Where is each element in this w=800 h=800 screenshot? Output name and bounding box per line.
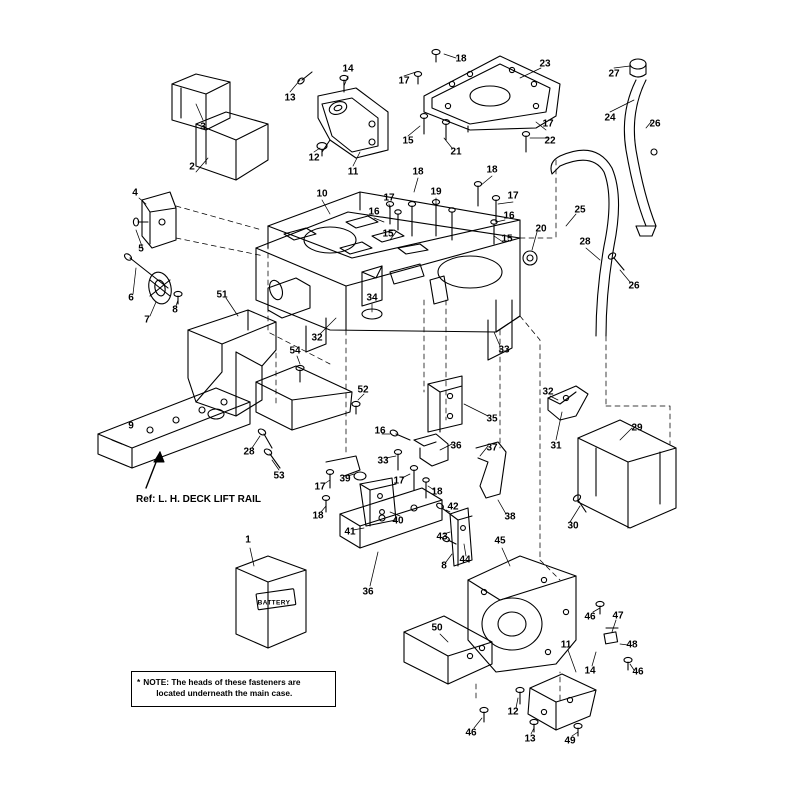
callout-46c: 46 bbox=[465, 727, 477, 739]
part-29-panel bbox=[578, 420, 676, 528]
callout-40: 40 bbox=[392, 515, 404, 527]
callout-52: 52 bbox=[357, 384, 369, 396]
callout-17: 17 bbox=[398, 75, 410, 87]
callout-24: 24 bbox=[604, 112, 616, 124]
callout-21: 21 bbox=[450, 146, 462, 158]
callout-19: 19 bbox=[430, 186, 442, 198]
battery-text: BATTERY bbox=[257, 599, 291, 607]
fasteners-16-17-19-15 bbox=[386, 182, 499, 244]
fastener-12-13-lower bbox=[516, 687, 582, 736]
callout-32: 32 bbox=[311, 332, 323, 344]
part-50-rail bbox=[404, 616, 492, 684]
part-51-seat-pan bbox=[188, 310, 276, 416]
fastener-17-top bbox=[414, 72, 421, 84]
callout-15c: 15 bbox=[501, 233, 513, 245]
callout-4: 4 bbox=[132, 187, 138, 199]
fastener-18-top bbox=[432, 49, 440, 62]
callout-27: 27 bbox=[608, 68, 620, 80]
callout-53: 53 bbox=[273, 470, 285, 482]
callout-35: 35 bbox=[486, 413, 498, 425]
part-7-pulley bbox=[146, 270, 174, 306]
fastener-52 bbox=[352, 401, 360, 414]
callout-43: 43 bbox=[436, 531, 448, 543]
callout-16b: 16 bbox=[503, 210, 515, 222]
callout-11: 11 bbox=[347, 166, 359, 178]
callout-29: 29 bbox=[631, 422, 643, 434]
callout-14: 14 bbox=[342, 63, 354, 75]
callout-54: 54 bbox=[289, 345, 301, 357]
callout-46: 46 bbox=[584, 611, 596, 623]
note-box bbox=[131, 671, 336, 707]
part-6-rod bbox=[123, 252, 168, 288]
part-8-fastener bbox=[174, 291, 182, 304]
callout-34: 34 bbox=[366, 292, 378, 304]
callout-11b: 11 bbox=[560, 639, 572, 651]
callout-13b: 13 bbox=[524, 733, 536, 745]
callout-47: 47 bbox=[612, 610, 624, 622]
callout-17f: 17 bbox=[393, 475, 405, 487]
part-27-knob bbox=[630, 59, 646, 77]
callout-1: 1 bbox=[245, 534, 251, 546]
callout-14b: 14 bbox=[584, 665, 596, 677]
part-41-rail bbox=[340, 488, 442, 548]
callout-36b: 36 bbox=[362, 586, 374, 598]
callout-25: 25 bbox=[574, 204, 586, 216]
callout-28b: 28 bbox=[243, 446, 255, 458]
part-24-26-rod bbox=[624, 80, 657, 236]
callout-8b: 8 bbox=[441, 560, 447, 572]
callout-18d: 18 bbox=[431, 486, 443, 498]
callout-17e: 17 bbox=[314, 481, 326, 493]
callout-26: 26 bbox=[649, 118, 661, 130]
part-36-u-bracket bbox=[414, 434, 448, 466]
part-11-bracket bbox=[318, 88, 388, 158]
callout-3: 3 bbox=[200, 121, 206, 133]
callout-44: 44 bbox=[459, 554, 471, 566]
callout-37: 37 bbox=[486, 442, 498, 454]
fastener-13 bbox=[297, 72, 312, 85]
callout-18e: 18 bbox=[312, 510, 324, 522]
callout-41: 41 bbox=[344, 526, 356, 538]
callout-51: 51 bbox=[216, 289, 228, 301]
callout-32b: 32 bbox=[542, 386, 554, 398]
callout-42: 42 bbox=[447, 501, 459, 513]
callout-30: 30 bbox=[567, 520, 579, 532]
fastener-28-26 bbox=[607, 252, 624, 270]
callout-13: 13 bbox=[284, 92, 296, 104]
callout-28: 28 bbox=[579, 236, 591, 248]
callout-33: 33 bbox=[498, 344, 510, 356]
callout-45: 45 bbox=[494, 535, 506, 547]
part-20-knob bbox=[523, 251, 537, 265]
callout-31: 31 bbox=[550, 440, 562, 452]
part-9-deck-lift-rail bbox=[98, 388, 250, 468]
callout-2: 2 bbox=[189, 161, 195, 173]
callout-23: 23 bbox=[539, 58, 551, 70]
callout-17c: 17 bbox=[383, 192, 395, 204]
callout-15: 15 bbox=[402, 135, 414, 147]
callout-7: 7 bbox=[144, 314, 150, 326]
callout-38: 38 bbox=[504, 511, 516, 523]
fastener-53 bbox=[263, 448, 280, 468]
part-5-fastener bbox=[133, 218, 148, 226]
callout-15b: 15 bbox=[382, 228, 394, 240]
part-31-bracket bbox=[548, 386, 588, 420]
callout-5: 5 bbox=[138, 243, 144, 255]
callout-33b: 33 bbox=[377, 455, 389, 467]
callout-17b: 17 bbox=[542, 118, 554, 130]
callout-16: 16 bbox=[368, 206, 380, 218]
callout-50: 50 bbox=[431, 622, 443, 634]
callout-39: 39 bbox=[339, 473, 351, 485]
part-45-housing bbox=[468, 556, 576, 672]
part-2-cover bbox=[196, 112, 268, 180]
part-52-lower-pan bbox=[256, 366, 352, 430]
callout-18c: 18 bbox=[486, 164, 498, 176]
fastener-28-left bbox=[257, 428, 272, 448]
callout-48: 48 bbox=[626, 639, 638, 651]
note-star: * bbox=[137, 677, 141, 687]
callout-12b: 12 bbox=[507, 706, 519, 718]
callout-36: 36 bbox=[450, 440, 462, 452]
callout-49: 49 bbox=[564, 735, 576, 747]
fastener-16-36 bbox=[389, 429, 410, 440]
note-line-1: NOTE: The heads of these fasteners are bbox=[143, 677, 301, 687]
callout-6: 6 bbox=[128, 292, 134, 304]
callout-46b: 46 bbox=[632, 666, 644, 678]
fastener-46-lower bbox=[480, 707, 488, 722]
callout-8: 8 bbox=[172, 304, 178, 316]
fastener-15-21 bbox=[420, 114, 449, 140]
callout-26b: 26 bbox=[628, 280, 640, 292]
fastener-22 bbox=[522, 132, 529, 152]
part-35-plate bbox=[428, 376, 462, 432]
callout-9: 9 bbox=[128, 420, 134, 432]
callout-10: 10 bbox=[316, 188, 328, 200]
callout-16c: 16 bbox=[374, 425, 386, 437]
part-4-bracket bbox=[142, 192, 176, 248]
deck-lift-rail-ref-label: Ref: L. H. DECK LIFT RAIL bbox=[136, 494, 261, 505]
callout-17d: 17 bbox=[507, 190, 519, 202]
part-10-main-case bbox=[256, 192, 520, 360]
callout-12: 12 bbox=[308, 152, 320, 164]
callout-22: 22 bbox=[544, 135, 556, 147]
callout-20: 20 bbox=[535, 223, 547, 235]
note-line-2: located underneath the main case. bbox=[156, 688, 293, 698]
callout-18: 18 bbox=[455, 53, 467, 65]
callout-18b: 18 bbox=[412, 166, 424, 178]
